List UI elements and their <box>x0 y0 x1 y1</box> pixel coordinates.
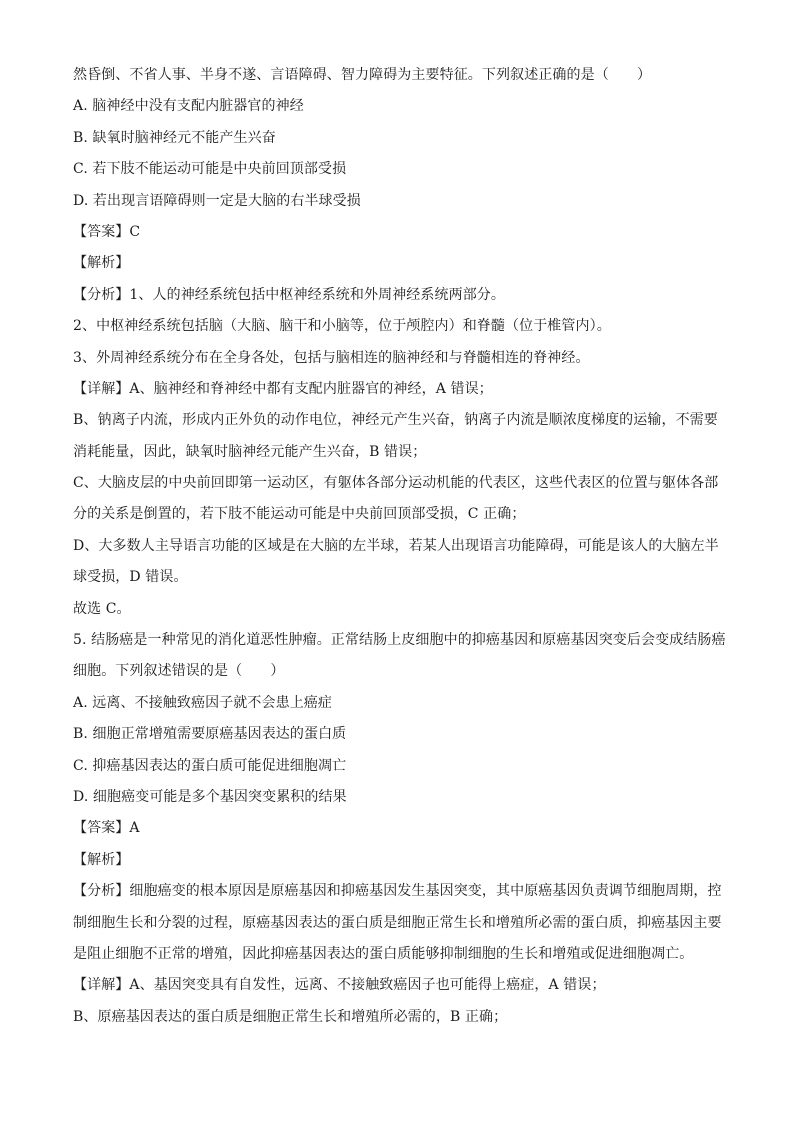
q5-stem-line-1: 5. 结肠癌是一种常见的消化道恶性肿瘤。正常结肠上皮细胞中的抑癌基因和原癌基因突变后会变成结肠癌 <box>73 632 726 649</box>
q5-answer: 【答案】A <box>73 820 140 837</box>
q4-option-d: D. 若出现言语障碍则一定是大脑的右半球受损 <box>73 192 361 209</box>
q5-analysis-heading: 【解析】 <box>73 851 130 868</box>
q5-option-b: B. 细胞正常增殖需要原癌基因表达的蛋白质 <box>73 726 347 743</box>
q4-option-c: C. 若下肢不能运动可能是中央前回顶部受损 <box>73 161 347 178</box>
q4-conclusion: 故选 C。 <box>73 600 131 617</box>
q4-option-a: A. 脑神经中没有支配内脏器官的神经 <box>73 98 304 115</box>
q4-detail-c-line-2: 分的关系是倒置的，若下肢不能运动可能是中央前回顶部受损，C 正确； <box>73 506 526 523</box>
document-page <box>73 64 726 1037</box>
q4-analysis-heading: 【解析】 <box>73 255 130 272</box>
q4-analysis-line-3: 3、外周神经系统分布在全身各处，包括与脑相连的脑神经和与脊髓相连的脊神经。 <box>73 349 590 366</box>
q5-option-c: C. 抑癌基因表达的蛋白质可能促进细胞凋亡 <box>73 757 347 774</box>
q5-option-d: D. 细胞癌变可能是多个基因突变累积的结果 <box>73 788 347 805</box>
q4-detail-d-line-1: D、大多数人主导语言功能的区域是在大脑的左半球，若某人出现语言功能障碍，可能是该人的大脑左半 <box>73 537 719 554</box>
q4-answer: 【答案】C <box>73 223 141 240</box>
q4-detail-b-line-2: 消耗能量，因此，缺氧时脑神经元能产生兴奋，B 错误； <box>73 443 427 460</box>
q5-analysis-line-1: 【分析】细胞癌变的根本原因是原癌基因和抑癌基因发生基因突变，其中原癌基因负责调节细胞周期，控 <box>73 883 722 900</box>
q4-stem-tail: 然昏倒、不省人事、半身不遂、言语障碍、智力障碍为主要特征。下列叙述正确的是（ ） <box>73 67 652 83</box>
q4-option-b: B. 缺氧时脑神经元不能产生兴奋 <box>73 129 276 146</box>
q5-stem-line-2: 细胞。下列叙述错误的是（ ） <box>73 663 285 680</box>
q4-detail-c-line-1: C、大脑皮层的中央前回即第一运动区，有躯体各部分运动机能的代表区，这些代表区的位置与躯体各部 <box>73 475 719 492</box>
q4-analysis-line-1: 【分析】1、人的神经系统包括中枢神经系统和外周神经系统两部分。 <box>73 286 506 303</box>
q5-analysis-line-3: 是阻止细胞不正常的增殖，因此抑癌基因表达的蛋白质能够抑制细胞的生长和增殖或促进细胞凋亡。 <box>73 945 694 962</box>
q4-detail-b-line-1: B、钠离子内流，形成内正外负的动作电位，神经元产生兴奋，钠离子内流是顺浓度梯度的运输，不需要 <box>73 412 718 429</box>
q4-detail-d-line-2: 球受损，D 错误。 <box>73 569 188 586</box>
q5-option-a: A. 远离、不接触致癌因子就不会患上癌症 <box>73 694 333 711</box>
q5-analysis-line-2: 制细胞生长和分裂的过程，原癌基因表达的蛋白质是细胞正常生长和增殖所必需的蛋白质，抑癌基因主要 <box>73 914 722 931</box>
q5-detail-a: 【详解】A、基因突变具有自发性，远离、不接触致癌因子也可能得上癌症，A 错误； <box>73 977 606 994</box>
q4-analysis-line-2: 2、中枢神经系统包括脑（大脑、脑干和小脑等，位于颅腔内）和脊髓（位于椎管内）。 <box>73 318 611 335</box>
q4-detail-a: 【详解】A、脑神经和脊神经中都有支配内脏器官的神经，A 错误； <box>73 380 493 397</box>
q5-detail-b: B、原癌基因表达的蛋白质是细胞正常生长和增殖所必需的，B 正确； <box>73 1008 508 1025</box>
